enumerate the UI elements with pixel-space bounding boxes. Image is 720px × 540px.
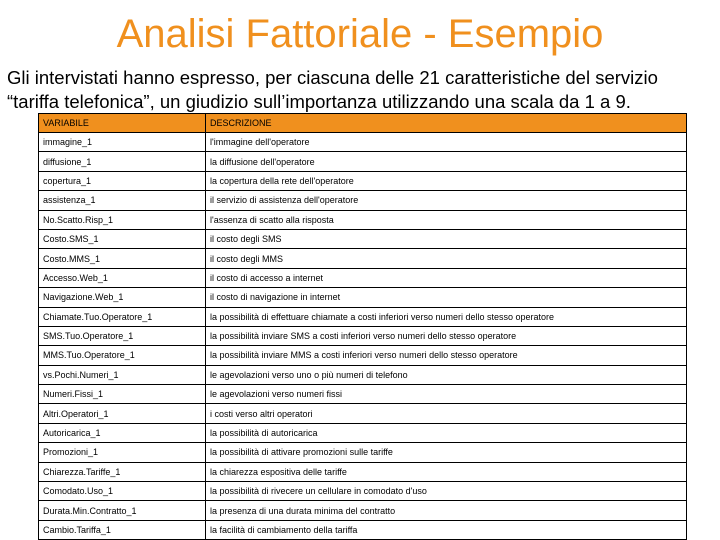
description-cell: il costo di navigazione in internet	[206, 288, 687, 307]
description-cell: la possibilità di attivare promozioni sulle tariffe	[206, 443, 687, 462]
description-cell: le agevolazioni verso uno o più numeri di telefono	[206, 365, 687, 384]
intro-line: “tariffa telefonica”, un giudizio sull’importanza utilizzando una scala da 1 a 9.	[7, 91, 631, 112]
table-row	[39, 326, 687, 345]
variable-cell: Costo.MMS_1	[39, 249, 206, 268]
table-row	[39, 210, 687, 229]
table-row	[39, 229, 687, 248]
description-cell: il costo degli MMS	[206, 249, 687, 268]
description-cell: la possibilità inviare MMS a costi inferiori verso numeri dello stesso operatore	[206, 346, 687, 365]
table-row	[39, 133, 687, 152]
intro-line: Gli intervistati hanno espresso, per ciascuna delle 21 caratteristiche del servizio	[7, 67, 658, 88]
variable-cell: vs.Pochi.Numeri_1	[39, 365, 206, 384]
description-cell: il servizio di assistenza dell'operatore	[206, 191, 687, 210]
variable-cell: Accesso.Web_1	[39, 268, 206, 287]
variable-cell: Durata.Min.Contratto_1	[39, 501, 206, 520]
table-header-row	[39, 114, 687, 133]
variable-cell: copertura_1	[39, 171, 206, 190]
description-cell: la possibilità di autoricarica	[206, 423, 687, 442]
variable-cell: SMS.Tuo.Operatore_1	[39, 326, 206, 345]
table-row	[39, 288, 687, 307]
description-cell: il costo degli SMS	[206, 229, 687, 248]
variable-cell: Navigazione.Web_1	[39, 288, 206, 307]
variable-cell: Promozioni_1	[39, 443, 206, 462]
table-row	[39, 482, 687, 501]
variable-cell: Cambio.Tariffa_1	[39, 520, 206, 539]
header-description: DESCRIZIONE	[206, 114, 687, 133]
table-row	[39, 365, 687, 384]
description-cell: la facilità di cambiamento della tariffa	[206, 520, 687, 539]
description-cell: la diffusione dell'operatore	[206, 152, 687, 171]
table-row	[39, 191, 687, 210]
description-cell: i costi verso altri operatori	[206, 404, 687, 423]
page-title: Analisi Fattoriale - Esempio	[116, 12, 604, 56]
variable-cell: Autoricarica_1	[39, 423, 206, 442]
table-row	[39, 268, 687, 287]
table-row	[39, 404, 687, 423]
variable-cell: Altri.Operatori_1	[39, 404, 206, 423]
variable-cell: Numeri.Fissi_1	[39, 385, 206, 404]
table-body	[39, 133, 687, 540]
description-cell: la chiarezza espositiva delle tariffe	[206, 462, 687, 481]
variable-cell: Chiamate.Tuo.Operatore_1	[39, 307, 206, 326]
table-row	[39, 171, 687, 190]
table-row	[39, 501, 687, 520]
description-cell: la possibilità inviare SMS a costi inferiori verso numeri dello stesso operatore	[206, 326, 687, 345]
variable-cell: diffusione_1	[39, 152, 206, 171]
description-cell: la possibilità di effettuare chiamate a costi inferiori verso numeri dello stesso operatore	[206, 307, 687, 326]
description-cell: l'immagine dell'operatore	[206, 133, 687, 152]
intro-paragraph	[7, 66, 717, 114]
table-row	[39, 520, 687, 539]
table-row	[39, 423, 687, 442]
table-row	[39, 385, 687, 404]
header-variable: VARIABILE	[39, 114, 206, 133]
variable-cell: No.Scatto.Risp_1	[39, 210, 206, 229]
table-row	[39, 443, 687, 462]
table-row	[39, 346, 687, 365]
variables-table	[38, 113, 687, 540]
table-row	[39, 307, 687, 326]
variable-cell: Comodato.Uso_1	[39, 482, 206, 501]
variable-cell: Chiarezza.Tariffe_1	[39, 462, 206, 481]
variable-cell: Costo.SMS_1	[39, 229, 206, 248]
table-row	[39, 152, 687, 171]
variable-cell: immagine_1	[39, 133, 206, 152]
table-row	[39, 249, 687, 268]
description-cell: la presenza di una durata minima del contratto	[206, 501, 687, 520]
description-cell: l'assenza di scatto alla risposta	[206, 210, 687, 229]
description-cell: la possibilità di rivecere un cellulare in comodato d'uso	[206, 482, 687, 501]
variable-cell: MMS.Tuo.Operatore_1	[39, 346, 206, 365]
description-cell: il costo di accesso a internet	[206, 268, 687, 287]
variable-cell: assistenza_1	[39, 191, 206, 210]
description-cell: le agevolazioni verso numeri fissi	[206, 385, 687, 404]
description-cell: la copertura della rete dell'operatore	[206, 171, 687, 190]
table-row	[39, 462, 687, 481]
